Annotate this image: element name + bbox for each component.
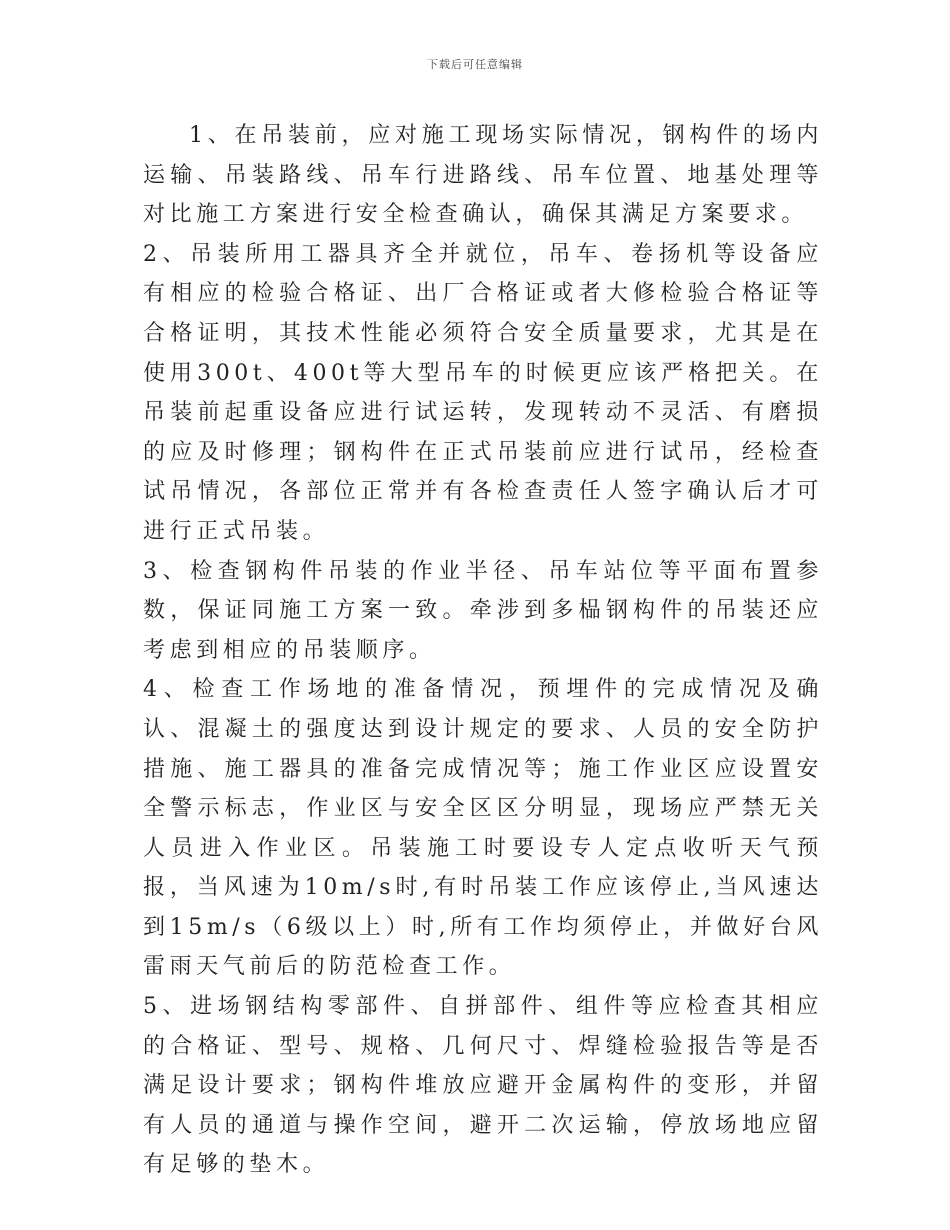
page-header-note: 下载后可任意编辑 (427, 58, 523, 71)
paragraph-4: 4、检查工作场地的准备情况，预埋件的完成情况及确认、混凝土的强度达到设计规定的要求、人员的安全防护措施、施工器具的准备完成情况等；施工作业区应设置安全警示标志，作业区与安全区区分明显，现场应严禁无关人员进入作业区。吊装施工时要设专人定点收听天气预报，当风速为10m/s时,有时吊装工作应该停止,当风速达到15m/s（6级以上）时,所有工作均须停止，并做好台风雷雨天气前后的防范检查工作。 (143, 677, 823, 980)
paragraph-2: 2、吊装所用工器具齐全并就位，吊车、卷扬机等设备应有相应的检验合格证、出厂合格证或者大修检验合格证等合格证明，其技术性能必须符合安全质量要求，尤其是在使用300t、400t等大型吊车的时候更应该严格把关。在吊装前起重设备应进行试运转，发现转动不灵活、有磨损的应及时修理；钢构件在正式吊装前应进行试吊，经检查试吊情况，各部位正常并有各检查责任人签字确认后才可进行正式吊装。 (143, 241, 823, 544)
paragraph-3: 3、检查钢构件吊装的作业半径、吊车站位等平面布置参数，保证同施工方案一致。牵涉到多榀钢构件的吊装还应考虑到相应的吊装顺序。 (143, 558, 823, 663)
paragraph-5: 5、进场钢结构零部件、自拼部件、组件等应检查其相应的合格证、型号、规格、几何尺寸、焊缝检验报告等是否满足设计要求；钢构件堆放应避开金属构件的变形，并留有人员的通道与操作空间，避开二次运输，停放场地应留有足够的垫木。 (143, 994, 823, 1178)
paragraph-1: 1、在吊装前，应对施工现场实际情况，钢构件的场内运输、吊装路线、吊车行进路线、吊车位置、地基处理等对比施工方案进行安全检查确认，确保其满足方案要求。 (143, 123, 823, 228)
document-body (143, 116, 823, 1185)
